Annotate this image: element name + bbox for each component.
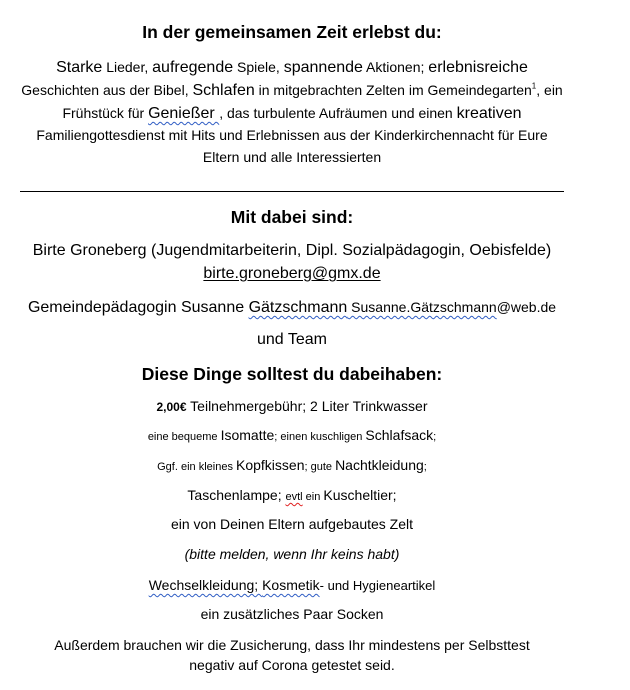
corona-note-line-2: negativ auf Corona getestet seid. [189, 657, 395, 673]
packing-item-sleeping: eine bequeme Isomatte; einen kuschligen Schlafsack; [147, 427, 437, 443]
packing-item-socks: ein zusätzliches Paar Socken [200, 606, 384, 622]
packing-item-fee: 2,00€ Teilnehmergebühr; 2 Liter Trinkwasser [156, 398, 428, 414]
activities-line-5: Eltern und alle Interessierten [202, 149, 382, 165]
packing-item-pillow: Ggf. ein kleines Kopfkissen; gute Nachtkleidung; [157, 457, 427, 473]
packing-item-tent-note: (bitte melden, wenn Ihr keins habt) [184, 546, 400, 562]
activities-line-3: Frühstück für Genießer , das turbulente Aufräumen und einen kreativen [62, 105, 522, 122]
section-heading-packing-list: Diese Dinge solltest du dabeihaben: [141, 364, 443, 384]
team-label: und Team [257, 331, 327, 348]
packing-item-clothes: Wechselkleidung; Kosmetik- und Hygieneartikel [148, 577, 436, 593]
activities-line-1: Starke Lieder, aufregende Spiele, spannende Aktionen; erlebnisreiche [56, 59, 528, 76]
team-member-susanne: Gemeindepädagogin Susanne Gätzschmann Susanne.Gätzschmann@web.de [27, 299, 557, 316]
team-member-birte: Birte Groneberg (Jugendmitarbeiterin, Dipl. Sozialpädagogin, Oebisfelde) [32, 242, 552, 259]
corona-note-line-1: Außerdem brauchen wir die Zusicherung, dass Ihr mindestens per Selbsttest [54, 637, 530, 653]
horizontal-divider [20, 191, 564, 192]
activities-line-2: Geschichten aus der Bibel, Schlafen in mitgebrachten Zelten im Gemeindegarten$^1$, ein [21, 81, 563, 99]
packing-item-tent: ein von Deinen Eltern aufgebautes Zelt [170, 516, 414, 532]
email-link-birte[interactable]: birte.groneberg@gmx.de [203, 265, 381, 282]
packing-item-flashlight: Taschenlampe; evtl ein Kuscheltier; [187, 487, 397, 503]
activities-line-4: Familiengottesdienst mit Hits und Erlebnissen aus der Kinderkirchennacht für Eure [36, 127, 548, 143]
section-heading-activities: In der gemeinsamen Zeit erlebst du: [142, 22, 442, 42]
section-heading-team: Mit dabei sind: [230, 207, 354, 227]
